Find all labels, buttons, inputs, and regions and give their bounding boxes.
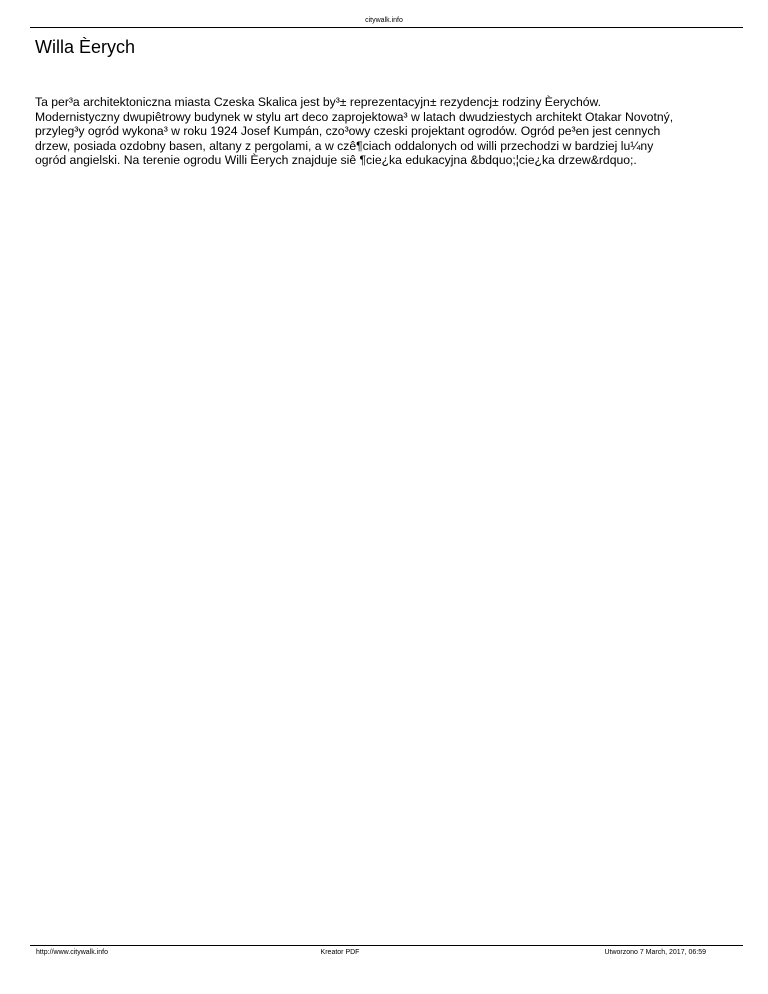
article-line: Modernistyczny dwupiêtrowy budynek w stylu art deco zaprojektowa³ w latach dwudziestych architekt Otakar Novotný, xyxy=(35,109,674,124)
header-divider xyxy=(30,27,743,28)
page-title: Willa Èerych xyxy=(35,37,136,57)
article-body xyxy=(35,95,735,168)
footer-created-date: Utworzono 7 March, 2017, 06:59 xyxy=(604,949,706,956)
article-line: Ta per³a architektoniczna miasta Czeska Skalica jest by³± reprezentacyjn± rezydencj± rodziny Èerychów. xyxy=(35,95,602,109)
article-line: przyleg³y ogród wykona³ w roku 1924 Josef Kumpán, czo³owy czeski projektant ogrodów. Ogród pe³en jest cennych xyxy=(35,124,661,138)
footer-divider xyxy=(30,945,743,946)
article-line: drzew, posiada ozdobny basen, altany z pergolami, a w czê¶ciach oddalonych od willi przechodzi w bardziej lu¼ny xyxy=(35,138,654,153)
footer-creator: Kreator PDF xyxy=(320,949,360,956)
article-line: ogród angielski. Na terenie ogrodu Willi Èerych znajduje siê ¶cie¿ka edukacyjna &bdquo;¦cie¿ka drzew&rdquo;. xyxy=(35,153,637,167)
header-site-name: citywalk.info xyxy=(365,17,403,24)
footer-url: http://www.citywalk.info xyxy=(36,949,108,956)
